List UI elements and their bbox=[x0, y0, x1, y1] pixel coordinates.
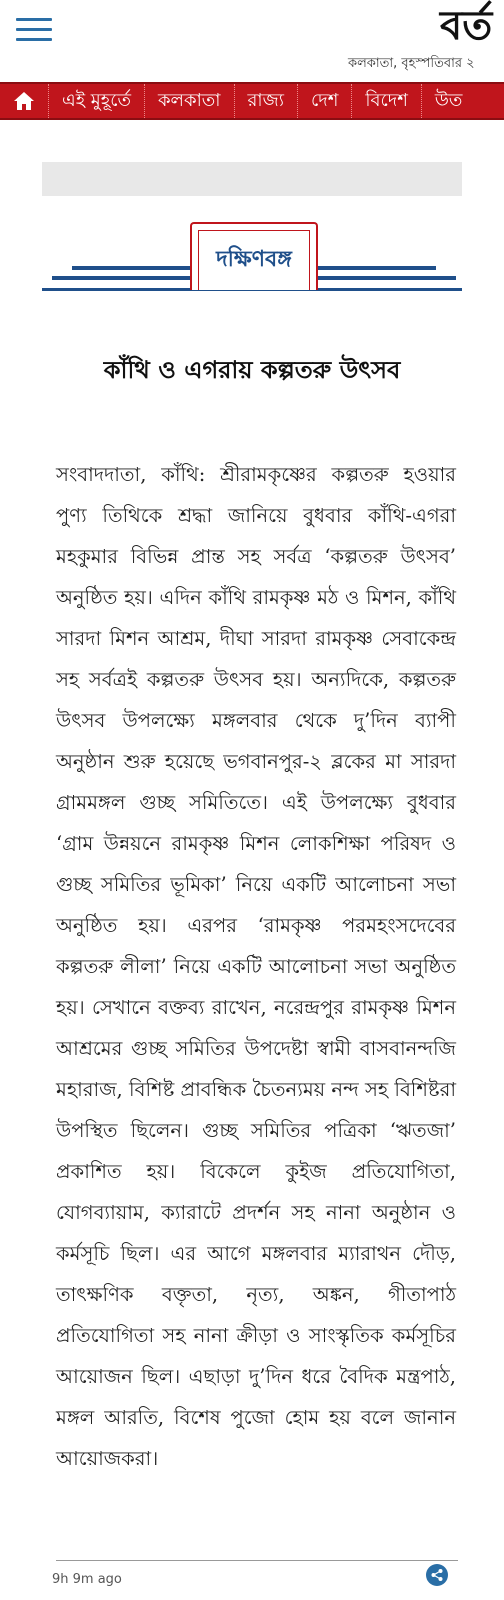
article-body: সংবাদদাতা, কাঁথি: শ্রীরামকৃষ্ণের কল্পতরু হওয়ার পুণ্য তিথিকে শ্রদ্ধা জানিয়ে বুধবার কাঁথি-এগরা মহকুমার বিভিন্ন প্রান্ত সহ সর্বত্র ‘কল্পতরু উৎসব’ অনুষ্ঠিত হয়। এদিন কাঁথি রামকৃষ্ণ মঠ ও মিশন, কাঁথি সারদা মিশন আশ্রম, দীঘা সারদা রামকৃষ্ণ সেবাকেন্দ্র সহ সর্বত্রই কল্পতরু উৎসব হয়। অন্যদিকে, কল্পতরু উৎসব উপলক্ষ্যে মঙ্গলবার থেকে দু’দিন ব্যাপী অনুষ্ঠান শুরু হয়েছে ভগবানপুর-২ ব্লকের মা সারদা গ্রামমঙ্গল গুচ্ছ সমিতিতে। এই উপলক্ষ্যে বুধবার ‘গ্রাম উন্নয়নে রামকৃষ্ণ মিশন লোকশিক্ষা পরিষদ ও গুচ্ছ সমিতির ভূমিকা’ নিয়ে একটি আলোচনা সভা অনুষ্ঠিত হয়। এরপর ‘রামকৃষ্ণ পরমহংসদেবের কল্পতরু লীলা’ নিয়ে একটি আলোচনা সভা অনুষ্ঠিত হয়। সেখানে বক্তব্য রাখেন, নরেন্দ্রপুর রামকৃষ্ণ মিশন আশ্রমের গুচ্ছ সমিতির উপদেষ্টা স্বামী বাসবানন্দজি মহারাজ, বিশিষ্ট প্রাবন্ধিক চৈতন্যময় নন্দ সহ বিশিষ্টরা উপস্থিত ছিলেন। গুচ্ছ সমিতির পত্রিকা ‘ঋতজা’ প্রকাশিত হয়। বিকেলে কুইজ প্রতিযোগিতা, যোগব্যায়াম, ক্যারাটে প্রদর্শন সহ নানা অনুষ্ঠান ও কর্মসূচি ছিল। এর আগে মঙ্গলবার ম্যারাথন দৌড়, তাৎক্ষণিক বক্তৃতা, নৃত্য, অঙ্কন, গীতাপাঠ প্রতিযোগিতা সহ নানা ক্রীড়া ও সাংস্কৃতিক কর্মসূচির আয়োজন ছিল। এছাড়া দু’দিন ধরে বৈদিক মন্ত্রপাঠ, মঙ্গল আরতি, বিশেষ পুজো হোম হয় বলে জানান আয়োজকরা। bbox=[56, 463, 456, 1470]
banner-stripe bbox=[318, 276, 456, 280]
section-label: দক্ষিণবঙ্গ bbox=[216, 247, 292, 272]
banner-stripe bbox=[72, 266, 190, 270]
main-nav bbox=[0, 82, 504, 120]
article-headline: কাঁথি ও এগরায় কল্পতরু উৎসব bbox=[103, 356, 401, 384]
article-timestamp: 9h 9m ago bbox=[52, 1572, 122, 1587]
nav-item-kolkata[interactable]: কলকাতা bbox=[144, 84, 234, 118]
nav-item-state[interactable]: রাজ্য bbox=[234, 84, 297, 118]
dateline: কলকাতা, বৃহস্পতিবার ২ bbox=[348, 56, 475, 71]
top-header bbox=[0, 0, 504, 80]
meta-divider bbox=[56, 1560, 458, 1561]
banner-stripe bbox=[52, 276, 190, 280]
nav-item-abroad[interactable]: বিদেশ bbox=[351, 84, 421, 118]
hamburger-menu-icon[interactable] bbox=[16, 18, 52, 42]
ad-placeholder bbox=[42, 162, 462, 196]
section-banner bbox=[42, 222, 462, 294]
nav-items bbox=[48, 84, 475, 118]
nav-item-more[interactable]: উত bbox=[421, 84, 476, 118]
banner-stripe bbox=[318, 266, 436, 270]
section-tab[interactable] bbox=[190, 222, 318, 290]
home-icon[interactable] bbox=[0, 84, 48, 118]
nav-item-now[interactable]: এই মুহূর্তে bbox=[48, 84, 144, 118]
site-logo[interactable]: বর্ত bbox=[440, 2, 493, 49]
nav-item-country[interactable]: দেশ bbox=[297, 84, 351, 118]
share-icon[interactable] bbox=[426, 1564, 448, 1586]
